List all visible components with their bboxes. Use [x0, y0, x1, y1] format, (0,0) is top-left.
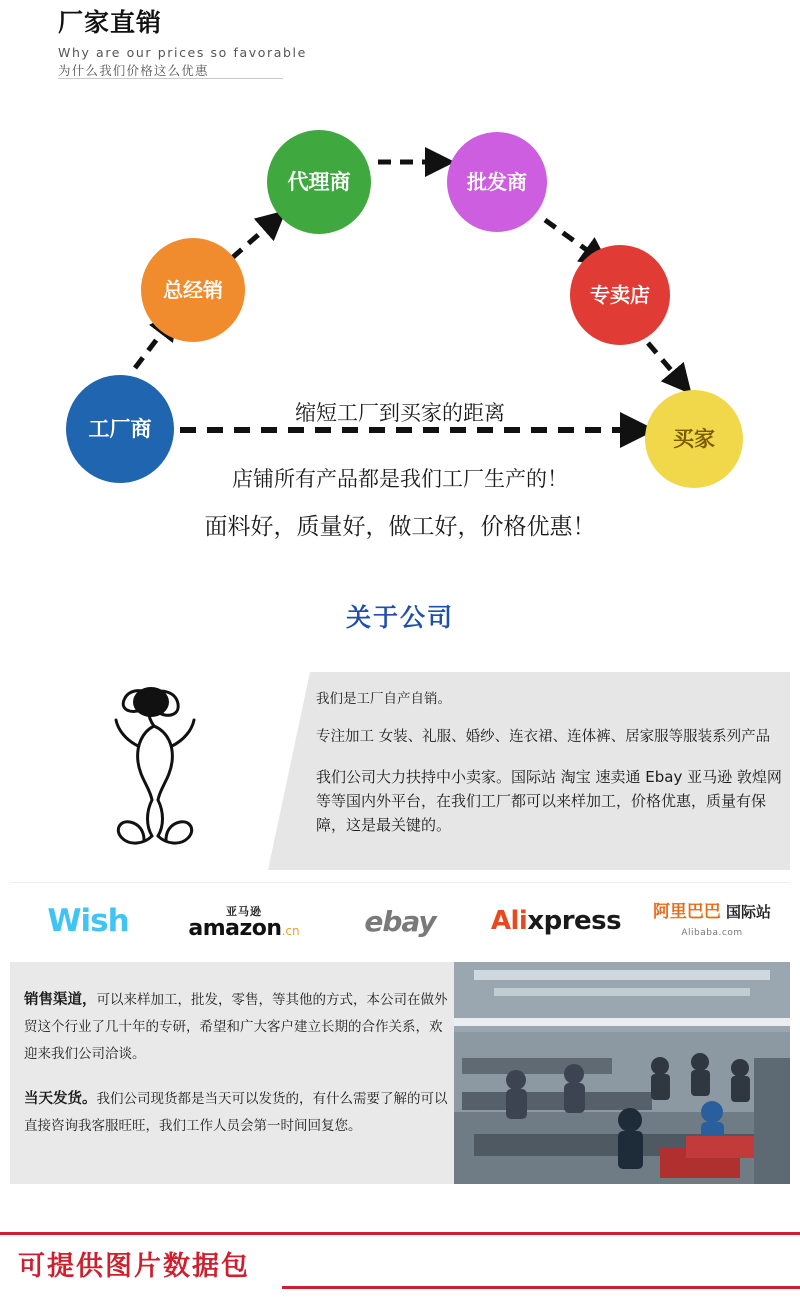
chain-node-label: 代理商 [287, 169, 351, 194]
about-image-panel [10, 672, 310, 870]
wish-logo-text: Wish [47, 903, 129, 939]
chain-node-wholesaler [447, 132, 547, 232]
platform-logo-aliexpress [478, 883, 634, 959]
footer-title: 可提供图片数据包 [18, 1251, 250, 1282]
alibaba-logo-domain: Alibaba.com [681, 927, 743, 938]
alibaba-logo-intl: 国际站 [726, 902, 772, 921]
platform-logo-alibaba [634, 883, 790, 959]
chain-node-agent [267, 130, 371, 234]
amazon-logo-suffix: .cn [281, 924, 300, 938]
chain-node-label: 买家 [673, 426, 715, 451]
about-section-title: 关于公司 [345, 603, 454, 632]
sales-paragraph-1-body: 可以来样加工，批发，零售，等其他的方式，本公司在做外贸这个行业了几十年的专研，希望和广大客户建立长期的合作关系，欢迎来我们公司洽谈。 [24, 992, 448, 1062]
chain-caption-line3: 面料好，质量好，做工好，价格优惠！ [204, 514, 596, 540]
header-subtitle-cn: 为什么我们价格这么优惠 [58, 63, 209, 79]
about-text-block [316, 690, 782, 854]
about-line-3: 我们公司大力扶持中小卖家。国际站 淘宝 速卖通 Ebay 亚马逊 敦煌网 等等国内外平台，在我们工厂都可以来样加工，价格优惠，质量有保障，这是最关键的。 [316, 767, 782, 834]
about-line-1: 我们是工厂自产自销。 [316, 691, 451, 707]
amazon-logo-en: amazon [188, 916, 282, 941]
sales-paragraph-1-lead: 销售渠道， [24, 992, 97, 1008]
chain-arrows [0, 100, 800, 570]
supply-chain-diagram [0, 100, 800, 570]
platform-logo-wish [10, 883, 166, 959]
header-divider [58, 78, 283, 79]
chain-node-store [570, 245, 670, 345]
platform-logo-strip [10, 882, 790, 959]
sales-paragraph-2-body: 我们公司现货都是当天可以发货的，有什么需要了解的可以直接咨询我客服旺旺，我们工作人员会第一时间回复您。 [24, 1090, 448, 1135]
aliexpress-logo-ali: Ali [490, 906, 528, 936]
sales-paragraph-2 [24, 1085, 454, 1140]
sales-channel-panel [10, 962, 790, 1184]
chain-caption-line2: 店铺所有产品都是我们工厂生产的！ [232, 467, 568, 491]
sales-text-block [24, 986, 454, 1157]
chain-caption-main [0, 397, 800, 427]
amazon-logo-cn: 亚马逊 [225, 905, 262, 918]
alibaba-logo-cn: 阿里巴巴 [652, 901, 721, 922]
header-subtitle-en: Why are our prices so favorable [58, 45, 307, 60]
chain-node-master-distributor [141, 238, 245, 342]
about-panel [10, 672, 790, 870]
about-line-2: 专注加工 女装、礼服、婚纱、连衣裙、连体裤、居家服等服装系列产品 [316, 728, 771, 745]
woman-silhouette-icon [88, 680, 228, 865]
ebay-logo-text: ebay [364, 904, 436, 938]
chain-node-label: 专卖店 [590, 282, 650, 307]
platform-logo-amazon [166, 883, 322, 959]
sales-paragraph-1 [24, 986, 454, 1067]
footer-bottom-divider [282, 1286, 800, 1289]
chain-node-label: 工厂商 [88, 416, 152, 441]
sales-paragraph-2-lead: 当天发货。 [24, 1090, 97, 1107]
factory-photo [454, 962, 790, 1184]
page-title: 厂家直销 [58, 8, 163, 37]
chain-node-label: 总经销 [163, 277, 223, 302]
chain-node-label: 批发商 [467, 169, 527, 194]
platform-logo-ebay [322, 883, 478, 959]
chain-caption-main-text: 缩短工厂到买家的距离 [295, 401, 505, 425]
footer-top-divider [0, 1232, 800, 1235]
factory-workshop-image [454, 962, 790, 1184]
header-block [58, 8, 558, 80]
aliexpress-logo-xpress: xpress [527, 906, 622, 936]
